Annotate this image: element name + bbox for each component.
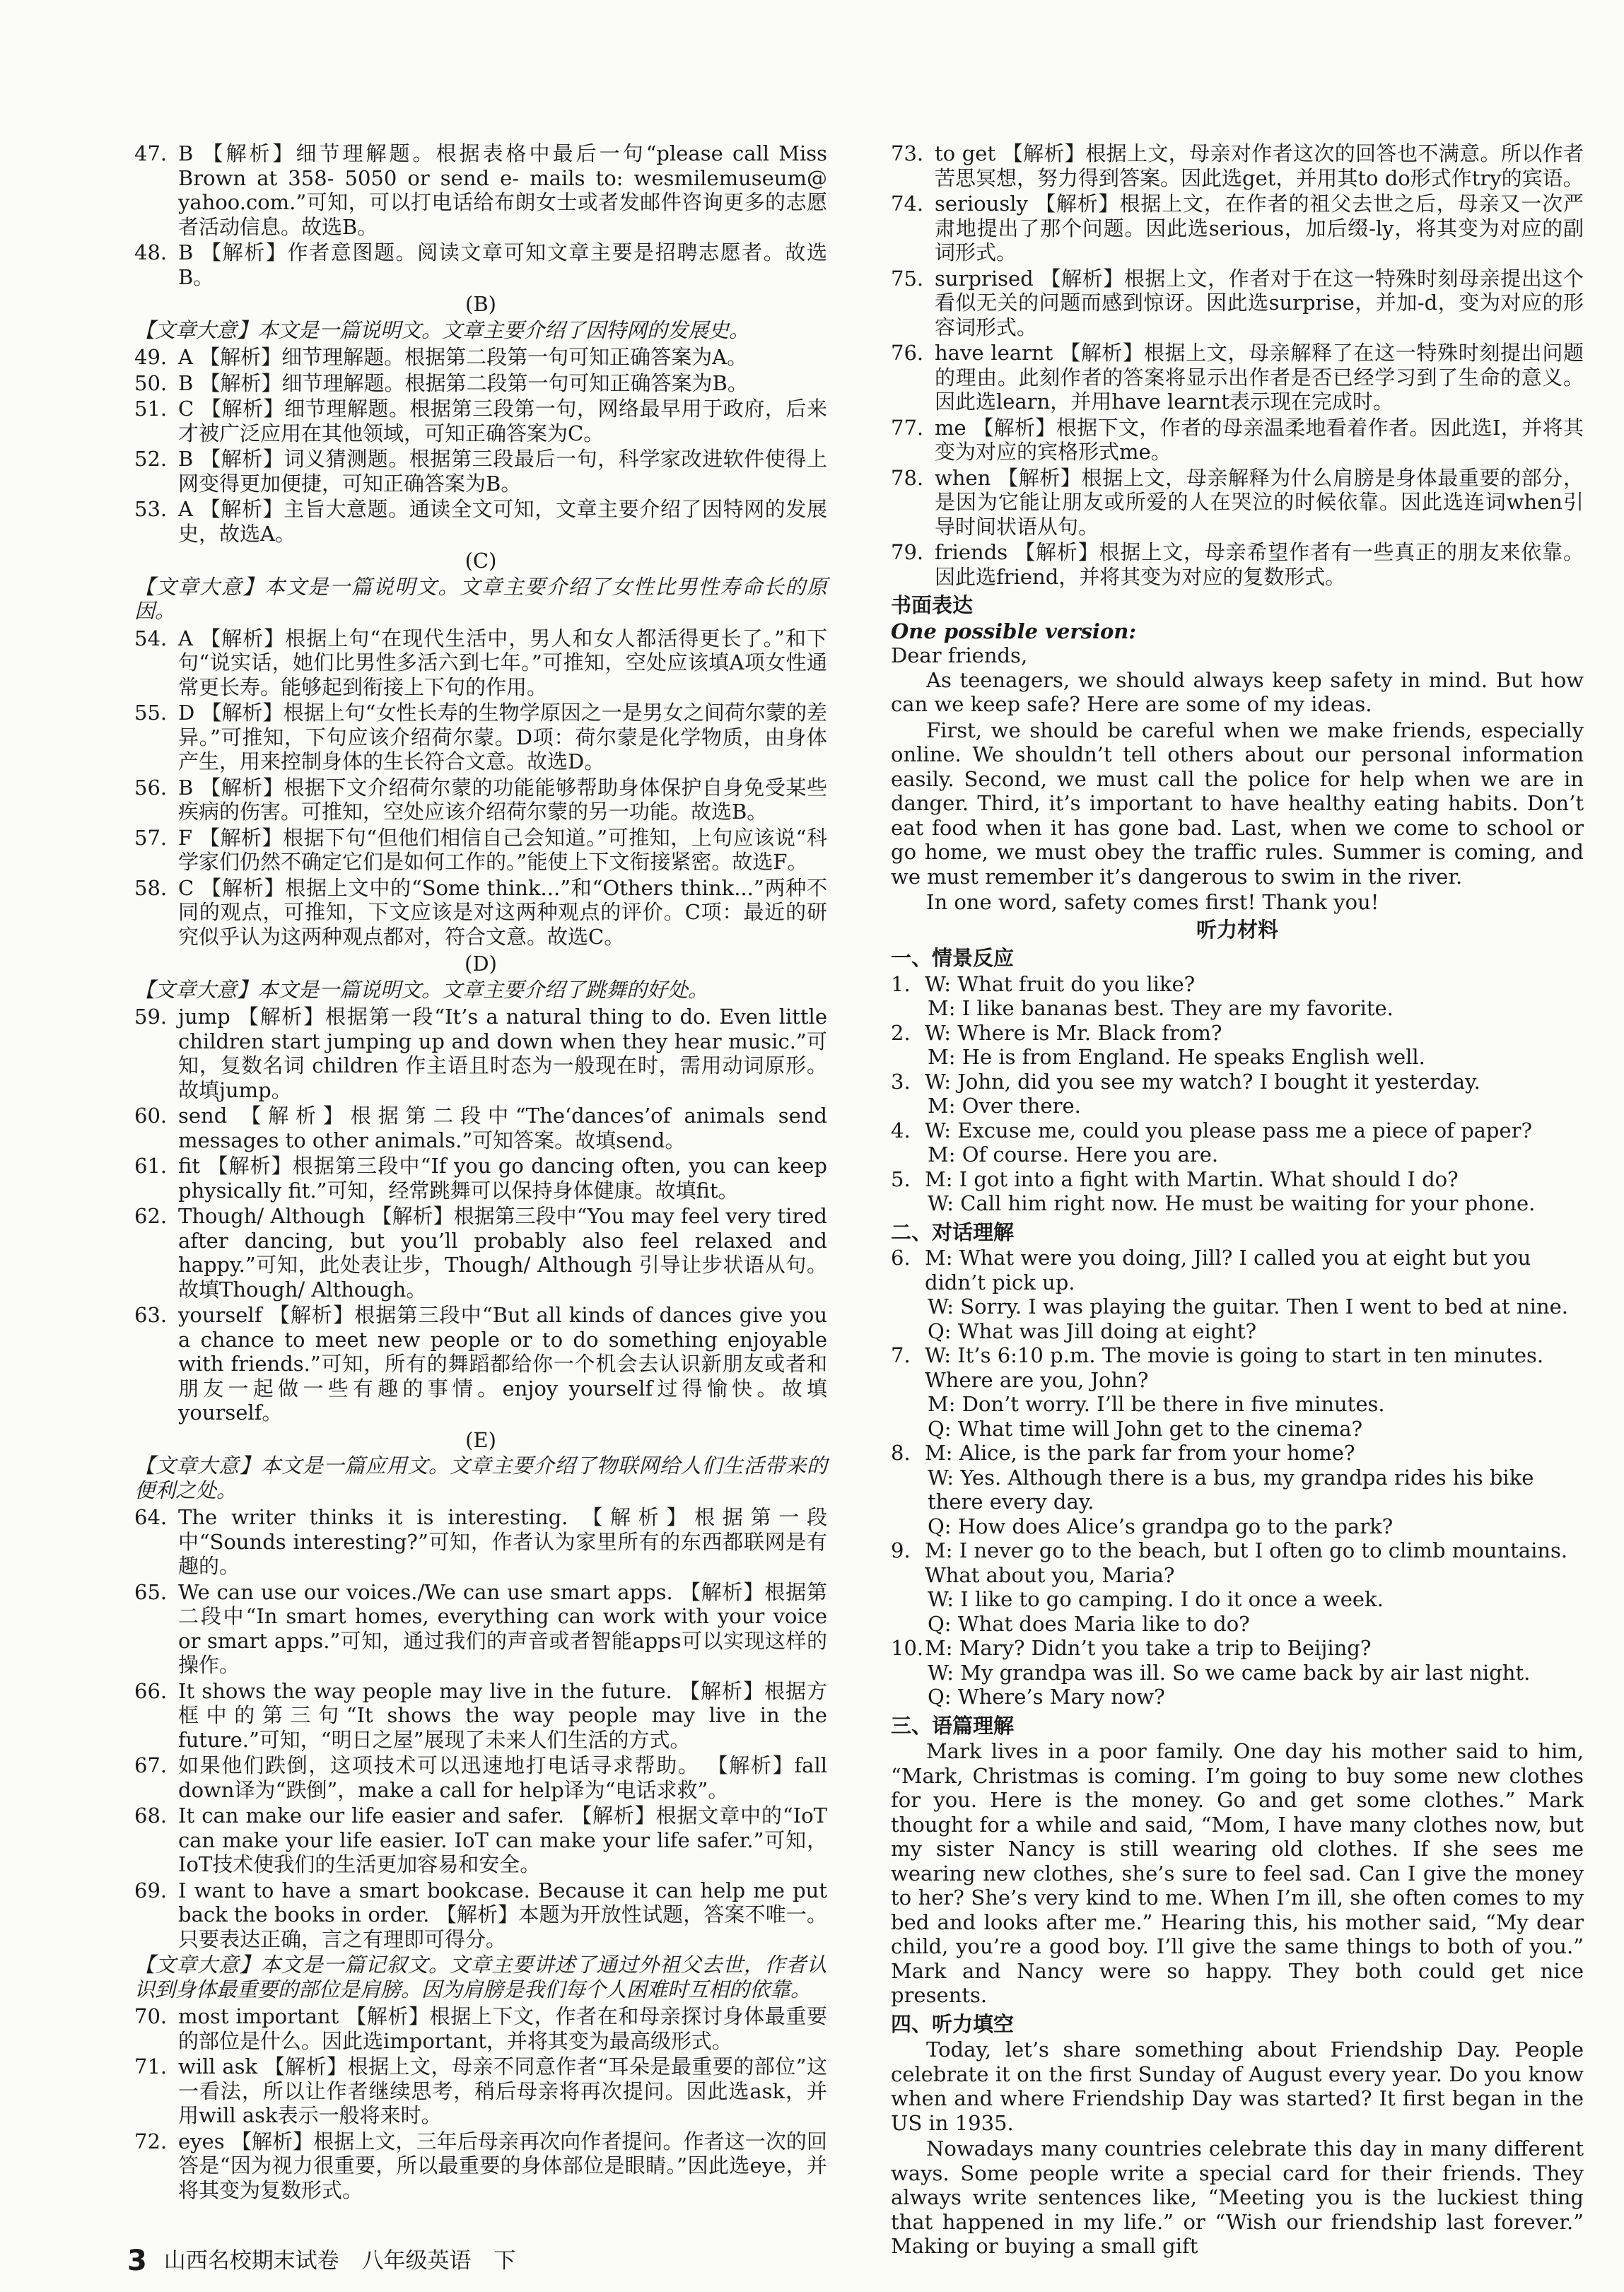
dialog-line bbox=[891, 1094, 1584, 1118]
question-number: 3. bbox=[891, 1069, 911, 1094]
question-number: 61. bbox=[134, 1154, 168, 1178]
dialog-text: Excuse me, could you please pass me a piece of paper? bbox=[957, 1118, 1533, 1142]
answer-item bbox=[134, 1303, 827, 1425]
answer-explanation: C 【解析】细节理解题。根据第三段第一句，网络最早用于政府，后来才被广泛应用在其他领域，可知正确答案为C。 bbox=[178, 397, 827, 445]
answer-explanation: have learnt 【解析】根据上文，母亲解释了在这一特殊时刻提出问题的理由。此刻作者的答案将显示出作者是否已经学习到了生命的意义。因此选learn，并用have learnt表示现在完成时。 bbox=[935, 341, 1584, 414]
question-number: 74. bbox=[891, 192, 924, 216]
answer-item bbox=[134, 2004, 827, 2053]
answer-item bbox=[891, 141, 1584, 190]
answer-explanation: 如果他们跌倒，这项技术可以迅速地打电话寻求帮助。 【解析】fall down译为“跌倒”，make a call for help译为“电话求救”。 bbox=[178, 1753, 827, 1802]
speaker-label: W: bbox=[925, 1343, 952, 1367]
answer-explanation: fit 【解析】根据第三段中“If you go dancing often, you can keep physically fit.”可知，经常跳舞可以保持身体健康。故填fit。 bbox=[178, 1154, 827, 1203]
answer-explanation: jump 【解析】根据第一段“It’s a natural thing to do. Even little children start jumping up and down when they hear music.”可知，复数名词 children 作主语且时态为一般现在时，需用动词原形。故填jump。 bbox=[178, 1005, 827, 1102]
dialog-line bbox=[891, 1392, 1584, 1417]
question-number: 5. bbox=[891, 1167, 911, 1191]
listening-paragraph: Today, let’s share something about Friendship Day. People celebrate it on the first Sunday of August every year. Do you know when and where Friendship Day was started? It first began in the US in 1935. bbox=[891, 2037, 1584, 2135]
right-column bbox=[891, 141, 1584, 2260]
article-summary-f: 【文章大意】本文是一篇记叙文。文章主要讲述了通过外祖父去世，作者认识到身体最重要的部位是肩膀。因为肩膀是我们每个人困难时互相的依靠。 bbox=[134, 1953, 827, 2001]
part3-heading: 三、语篇理解 bbox=[891, 1713, 1015, 1738]
dialog-text: What were you doing, Jill? I called you at eight but you didn’t pick up. bbox=[925, 1246, 1531, 1294]
letter-paragraph: In one word, safety comes first! Thank you! bbox=[926, 890, 1379, 914]
dialog-line bbox=[891, 1167, 1584, 1192]
speaker-label: M: bbox=[928, 1094, 956, 1118]
question-number: 1. bbox=[891, 971, 911, 996]
question-number: 53. bbox=[134, 497, 168, 521]
speaker-label: W: bbox=[928, 1660, 954, 1685]
answer-explanation: yourself 【解析】根据第三段中“But all kinds of dances give you a chance to meet new people or to do something enjoyable with friends.”可知，所有的舞蹈都给你一个机会去认识新朋友或者和朋友一起做一些有趣的事情。enjoy yourself过得愉快。故填yourself。 bbox=[178, 1303, 827, 1425]
answer-item bbox=[134, 1204, 827, 1302]
letter-paragraph: First, we should be careful when we make friends, especially online. We shouldn’t tell others about our personal information easily. Second, we must call the police for help when we are in danger. Third, it’s important to have healthy eating habits. Don’t eat food when it has gone bad. Last, when we come to school or go home, we must obey the traffic rules. Summer is coming, and we must remember it’s dangerous to swim in the river. bbox=[891, 718, 1584, 889]
speaker-label: W: bbox=[928, 1191, 954, 1215]
question-number: 68. bbox=[134, 1803, 168, 1828]
section-label-b: (B) bbox=[465, 292, 496, 316]
answer-explanation: B 【解析】根据下文介绍荷尔蒙的功能能够帮助身体保护自身免受某些疾病的伤害。可推知，空处应该介绍荷尔蒙的另一功能。故选B。 bbox=[178, 775, 827, 824]
dialog-line bbox=[891, 1514, 1584, 1539]
answer-explanation: C 【解析】根据上文中的“Some think...”和“Others think...”两种不同的观点，可推知，下文应该是对这两种观点的评价。C项：最近的研究似乎认为这两种观点都对，符合文意。故选C。 bbox=[178, 875, 827, 949]
dialog-line bbox=[891, 972, 1584, 997]
dialog-line bbox=[891, 1466, 1584, 1514]
article-summary-d: 【文章大意】本文是一篇说明文。文章主要介绍了跳舞的好处。 bbox=[134, 977, 709, 1002]
page-number: 3 bbox=[127, 2245, 147, 2277]
dialog-text: I like to go camping. I do it once a week. bbox=[960, 1587, 1384, 1611]
question-number: 55. bbox=[134, 701, 168, 725]
answer-explanation: me 【解析】根据下文，作者的母亲温柔地看着作者。因此选I，并将其变为对应的宾格形式me。 bbox=[935, 415, 1584, 464]
article-summary-e: 【文章大意】本文是一篇应用文。文章主要介绍了物联网给人们生活带来的便利之处。 bbox=[134, 1454, 827, 1502]
answer-explanation: F 【解析】根据下句“但他们相信自己会知道。”可推知，上句应该说“科学家们仍然不确定它们是如何工作的。”能使上下文衔接紧密。故选F。 bbox=[178, 825, 827, 874]
speaker-label: Q: bbox=[928, 1319, 952, 1343]
answer-item bbox=[134, 240, 827, 289]
dialog-text: Don’t worry. I’ll be there in five minutes. bbox=[962, 1392, 1385, 1416]
question-number: 60. bbox=[134, 1104, 168, 1128]
dialog-text: Over there. bbox=[962, 1094, 1081, 1118]
question-number: 69. bbox=[134, 1878, 168, 1902]
question-number: 59. bbox=[134, 1005, 168, 1029]
speaker-label: M: bbox=[925, 1246, 953, 1270]
answer-explanation: B 【解析】词义猜测题。根据第三段最后一句，科学家改进软件使得上网变得更加便捷，可知正确答案为B。 bbox=[178, 447, 827, 496]
answer-item bbox=[134, 345, 827, 370]
answer-explanation: to get 【解析】根据上文，母亲对作者这次的回答也不满意。所以作者苦思冥想，努力得到答案。因此选get，并用其to do形式作try的宾语。 bbox=[935, 141, 1584, 190]
answer-explanation: A 【解析】细节理解题。根据第二段第一句可知正确答案为A。 bbox=[178, 345, 748, 369]
speaker-label: M: bbox=[925, 1441, 953, 1465]
listening-paragraph: Nowadays many countries celebrate this day in many different ways. Some people write a special card for their friends. They always write sentences like, “Meeting you is the luckiest thing that happened in my life.” or “Wish our friendship last forever.” Making or buying a small gift bbox=[891, 2136, 1584, 2258]
question-number: 10. bbox=[891, 1636, 924, 1660]
letter-greeting: Dear friends, bbox=[891, 643, 1028, 667]
answer-explanation: most important 【解析】根据上下文，作者在和母亲探讨身体最重要的部位是什么。因此选important，并将其变为最高级形式。 bbox=[178, 2004, 827, 2053]
part1-heading: 一、情景反应 bbox=[891, 946, 1015, 970]
speaker-label: M: bbox=[925, 1167, 953, 1191]
dialog-text: Where’s Mary now? bbox=[957, 1685, 1165, 1709]
dialog-line bbox=[891, 1118, 1584, 1143]
dialog-line bbox=[891, 1070, 1584, 1094]
dialog-line bbox=[891, 1045, 1584, 1070]
question-number: 62. bbox=[134, 1204, 168, 1228]
question-number: 63. bbox=[134, 1303, 168, 1327]
question-number: 8. bbox=[891, 1441, 911, 1465]
dialog-text: Where is Mr. Black from? bbox=[957, 1020, 1222, 1045]
left-column bbox=[134, 141, 827, 2204]
dialog-line bbox=[891, 1319, 1584, 1344]
question-number: 71. bbox=[134, 2054, 168, 2078]
question-number: 76. bbox=[891, 341, 924, 365]
question-number: 58. bbox=[134, 875, 168, 900]
answer-explanation: B 【解析】作者意图题。阅读文章可知文章主要是招聘志愿者。故选B。 bbox=[178, 240, 827, 289]
answer-explanation: We can use our voices./We can use smart apps. 【解析】根据第二段中“In smart homes, everything can work with your voice or smart apps.”可知，通过我们的声音或者智能apps可以实现这样的操作。 bbox=[178, 1579, 827, 1677]
question-number: 56. bbox=[134, 775, 168, 800]
question-number: 51. bbox=[134, 397, 168, 421]
answer-explanation: when 【解析】根据上文，母亲解释为什么肩膀是身体最重要的部分，是因为它能让朋友或所爱的人在哭泣的时候依靠。因此选连词when引导时间状语从句。 bbox=[935, 465, 1584, 539]
dialog-line bbox=[891, 1246, 1584, 1294]
answer-explanation: It shows the way people may live in the future. 【解析】根据方框中的第三句“It shows the way people may live in the future.”可知，“明日之屋”展现了未来人们生活的方式。 bbox=[178, 1678, 827, 1752]
dialog-text: I like bananas best. They are my favorite. bbox=[962, 996, 1394, 1020]
question-number: 9. bbox=[891, 1538, 911, 1562]
speaker-label: M: bbox=[925, 1538, 953, 1562]
answer-explanation: D 【解析】根据上句“女性长寿的生物学原因之一是男女之间荷尔蒙的差异。”可推知，下句应该介绍荷尔蒙。D项：荷尔蒙是化学物质，由身体产生，用来控制身体的生长符合文意。故选D。 bbox=[178, 701, 827, 773]
question-number: 72. bbox=[134, 2129, 168, 2153]
answer-explanation: A 【解析】主旨大意题。通读全文可知，文章主要介绍了因特网的发展史，故选A。 bbox=[178, 497, 827, 546]
dialog-line bbox=[891, 1417, 1584, 1442]
speaker-label: Q: bbox=[928, 1514, 952, 1538]
answer-item bbox=[134, 447, 827, 496]
page-footer bbox=[127, 2245, 531, 2279]
speaker-label: W: bbox=[925, 1069, 952, 1094]
dialog-text: Sorry. I was playing the guitar. Then I went to bed at nine. bbox=[960, 1294, 1569, 1319]
dialog-text: It’s 6:10 p.m. The movie is going to start in ten minutes. Where are you, John? bbox=[925, 1343, 1544, 1392]
answer-explanation: send 【解析】根据第二段中“The‘dances’of animals send messages to other animals.”可知答案。故填send。 bbox=[178, 1104, 827, 1152]
speaker-label: M: bbox=[928, 1045, 956, 1069]
dialog-text: He is from England. He speaks English well. bbox=[962, 1045, 1425, 1069]
dialog-text: Of course. Here you are. bbox=[962, 1142, 1219, 1167]
answer-explanation: Though/ Although 【解析】根据第三段中“You may feel very tired after dancing, but you’ll probably also feel relaxed and happy.”可知，此处表让步，Though/ Although 引导让步状语从句。故填Though/ Although。 bbox=[178, 1204, 827, 1302]
answer-explanation: seriously 【解析】根据上文，在作者的祖父去世之后，母亲又一次严肃地提出了那个问题。因此选serious，加后缀-ly，将其变为对应的副词形式。 bbox=[935, 192, 1584, 264]
dialog-text: Alice, is the park far from your home? bbox=[959, 1441, 1355, 1465]
dialog-text: Yes. Although there is a bus, my grandpa rides his bike there every day. bbox=[928, 1465, 1534, 1514]
dialog-line bbox=[891, 1587, 1584, 1612]
question-number: 70. bbox=[134, 2004, 168, 2028]
dialog-line bbox=[891, 1661, 1584, 1685]
dialog-line bbox=[891, 1294, 1584, 1319]
possible-version-label: One possible version: bbox=[891, 619, 1137, 643]
answer-explanation: B 【解析】细节理解题。根据表格中最后一句“please call Miss Brown at 358- 5050 or send e- mails to: wesmilemuseum@ yahoo.com.”可知，可以打电话给布朗女士或者发邮件咨询更多的志愿者活动信息。故选B。 bbox=[178, 141, 827, 239]
dialog-text: I never go to the beach, but I often go to climb mountains. What about you, Maria? bbox=[925, 1538, 1568, 1587]
dialog-line bbox=[891, 996, 1584, 1021]
answer-explanation: eyes 【解析】根据上文，三年后母亲再次向作者提问。作者这一次的回答是“因为视力很重要，所以最重要的身体部位是眼睛。”因此选eye，并将其变为复数形式。 bbox=[178, 2129, 827, 2202]
writing-heading: 书面表达 bbox=[891, 593, 974, 617]
question-number: 57. bbox=[134, 825, 168, 850]
question-number: 47. bbox=[134, 141, 168, 165]
answer-explanation: I want to have a smart bookcase. Because it can help me put back the books in order. 【解析】本题为开放性试题，答案不唯一。只要表达正确，言之有理即可得分。 bbox=[178, 1878, 827, 1951]
answer-explanation: friends 【解析】根据上文，母亲希望作者有一些真正的朋友来依靠。因此选friend，并将其变为对应的复数形式。 bbox=[935, 540, 1584, 589]
answer-item bbox=[134, 1803, 827, 1877]
dialog-text: John, did you see my watch? I bought it yesterday. bbox=[957, 1069, 1480, 1094]
question-number: 78. bbox=[891, 465, 924, 490]
answer-item bbox=[891, 267, 1584, 340]
dialog-text: How does Alice’s grandpa go to the park? bbox=[957, 1514, 1394, 1538]
question-number: 2. bbox=[891, 1020, 911, 1045]
question-number: 50. bbox=[134, 370, 168, 395]
answer-item bbox=[134, 776, 827, 824]
question-number: 7. bbox=[891, 1343, 911, 1367]
dialog-line bbox=[891, 1685, 1584, 1709]
answer-explanation: surprised 【解析】根据上文，作者对于在这一特殊时刻母亲提出这个看似无关的问题而感到惊讶。因此选surprise，并加-d，变为对应的形容词形式。 bbox=[935, 266, 1584, 339]
listening-title: 听力材料 bbox=[1196, 917, 1278, 942]
article-summary-b: 【文章大意】本文是一篇说明文。文章主要介绍了因特网的发展史。 bbox=[134, 317, 750, 342]
question-number: 6. bbox=[891, 1246, 911, 1270]
section-label-e: (E) bbox=[465, 1427, 496, 1452]
answer-item bbox=[134, 2129, 827, 2203]
speaker-label: W: bbox=[925, 971, 952, 996]
letter-paragraph: As teenagers, we should always keep safety in mind. But how can we keep safe? Here are some of my ideas. bbox=[891, 667, 1584, 716]
answer-item bbox=[134, 826, 827, 875]
question-number: 54. bbox=[134, 626, 168, 650]
answer-item bbox=[891, 341, 1584, 414]
speaker-label: M: bbox=[925, 1636, 953, 1660]
dialog-line bbox=[891, 1538, 1584, 1587]
question-number: 65. bbox=[134, 1579, 168, 1604]
answer-item bbox=[891, 192, 1584, 265]
speaker-label: M: bbox=[928, 996, 956, 1020]
answer-item bbox=[134, 1005, 827, 1102]
dialog-line bbox=[891, 1441, 1584, 1466]
question-number: 75. bbox=[891, 266, 924, 291]
question-number: 52. bbox=[134, 447, 168, 471]
answer-explanation: The writer thinks it is interesting. 【解析】根据第一段中“Sounds interesting?”可知，作者认为家里所有的东西都联网是有趣的。 bbox=[178, 1505, 827, 1578]
answer-item bbox=[891, 540, 1584, 589]
question-number: 64. bbox=[134, 1505, 168, 1529]
dialog-text: I got into a fight with Martin. What should I do? bbox=[959, 1167, 1459, 1191]
part2-heading: 二、对话理解 bbox=[891, 1220, 1015, 1244]
speaker-label: M: bbox=[928, 1392, 956, 1416]
answer-item bbox=[134, 1580, 827, 1678]
answer-item bbox=[134, 1679, 827, 1753]
answer-item bbox=[134, 1753, 827, 1802]
speaker-label: Q: bbox=[928, 1416, 952, 1441]
dialog-line bbox=[891, 1343, 1584, 1392]
dialog-line bbox=[891, 1191, 1584, 1216]
dialog-line bbox=[891, 1142, 1584, 1167]
dialog-text: What time will John get to the cinema? bbox=[957, 1416, 1363, 1441]
dialog-text: What was Jill doing at eight? bbox=[957, 1319, 1257, 1343]
answer-explanation: B 【解析】细节理解题。根据第二段第一句可知正确答案为B。 bbox=[178, 370, 748, 395]
speaker-label: W: bbox=[925, 1020, 952, 1045]
answer-item bbox=[134, 701, 827, 774]
answer-item bbox=[134, 1154, 827, 1203]
question-number: 4. bbox=[891, 1118, 911, 1142]
speaker-label: M: bbox=[928, 1142, 956, 1167]
dialog-text: Mary? Didn’t you take a trip to Beijing? bbox=[959, 1636, 1372, 1660]
question-number: 66. bbox=[134, 1678, 168, 1703]
answer-item bbox=[134, 1104, 827, 1152]
part4-heading: 四、听力填空 bbox=[891, 2011, 1015, 2036]
volume-label: 下 bbox=[493, 2248, 516, 2274]
question-number: 67. bbox=[134, 1753, 168, 1777]
question-number: 49. bbox=[134, 345, 168, 369]
dialog-line bbox=[891, 1612, 1584, 1637]
answer-item bbox=[134, 1878, 827, 1952]
part3-passage: Mark lives in a poor family. One day his mother said to him, “Mark, Christmas is coming. I’m going to buy some new clothes for you. Here is the money. Go and get some clothes.” Mark thought for a while and said, “Mom, I have many clothes now, but my sister Nancy is still wearing old clothes. If she sees me wearing new clothes, she’s sure to feel sad. Can I give the money to her? She’s very kind to me. When I’m ill, she often comes to my bed and looks after me.” Hearing this, his mother said, “My dear child, you’re a good boy. I’ll give the same things to both of you.” Mark and Nancy were so happy. They both could get nice presents. bbox=[891, 1739, 1584, 2007]
article-summary-c: 【文章大意】本文是一篇说明文。文章主要介绍了女性比男性寿命长的原因。 bbox=[134, 574, 827, 623]
dialog-text: Call him right now. He must be waiting for your phone. bbox=[960, 1191, 1536, 1215]
answer-item bbox=[134, 876, 827, 949]
question-number: 77. bbox=[891, 415, 924, 440]
answer-item bbox=[134, 497, 827, 546]
answer-item bbox=[891, 416, 1584, 464]
speaker-label: W: bbox=[928, 1587, 954, 1611]
speaker-label: W: bbox=[928, 1465, 954, 1490]
answer-explanation: A 【解析】根据上句“在现代生活中，男人和女人都活得更长了。”和下句“说实话，她们比男性多活六到七年。”可推知，空处应该填A项女性通常更长寿。能够起到衔接上下句的作用。 bbox=[178, 626, 827, 699]
speaker-label: Q: bbox=[928, 1611, 952, 1636]
answer-item bbox=[134, 397, 827, 445]
dialog-text: What fruit do you like? bbox=[957, 971, 1196, 996]
grade-subject: 八年级英语 bbox=[361, 2248, 472, 2274]
section-label-c: (C) bbox=[465, 549, 497, 573]
answer-item bbox=[134, 626, 827, 700]
section-label-d: (D) bbox=[465, 952, 497, 976]
question-number: 73. bbox=[891, 141, 924, 165]
answer-explanation: will ask 【解析】根据上文，母亲不同意作者“耳朵是最重要的部位”这一看法，所以让作者继续思考，稍后母亲将再次提问。因此选ask，并用will ask表示一般将来时。 bbox=[178, 2054, 827, 2127]
answer-item bbox=[891, 466, 1584, 539]
answer-item bbox=[134, 1505, 827, 1579]
answer-explanation: It can make our life easier and safer. 【解析】根据文章中的“IoT can make your life easier. IoT can make your life safer.”可知，IoT技术使我们的生活更加容易和安全。 bbox=[178, 1803, 827, 1876]
speaker-label: Q: bbox=[928, 1685, 952, 1709]
answer-item bbox=[134, 2054, 827, 2128]
dialog-text: My grandpa was ill. So we came back by air last night. bbox=[960, 1660, 1531, 1685]
dialog-text: What does Maria like to do? bbox=[957, 1611, 1250, 1636]
answer-item bbox=[134, 371, 827, 396]
dialog-line bbox=[891, 1021, 1584, 1046]
question-number: 79. bbox=[891, 540, 924, 564]
answer-item bbox=[134, 141, 827, 239]
speaker-label: W: bbox=[928, 1294, 954, 1319]
book-title: 山西名校期末试卷 bbox=[163, 2248, 339, 2274]
speaker-label: W: bbox=[925, 1118, 952, 1142]
dialog-line bbox=[891, 1636, 1584, 1661]
question-number: 48. bbox=[134, 240, 168, 264]
